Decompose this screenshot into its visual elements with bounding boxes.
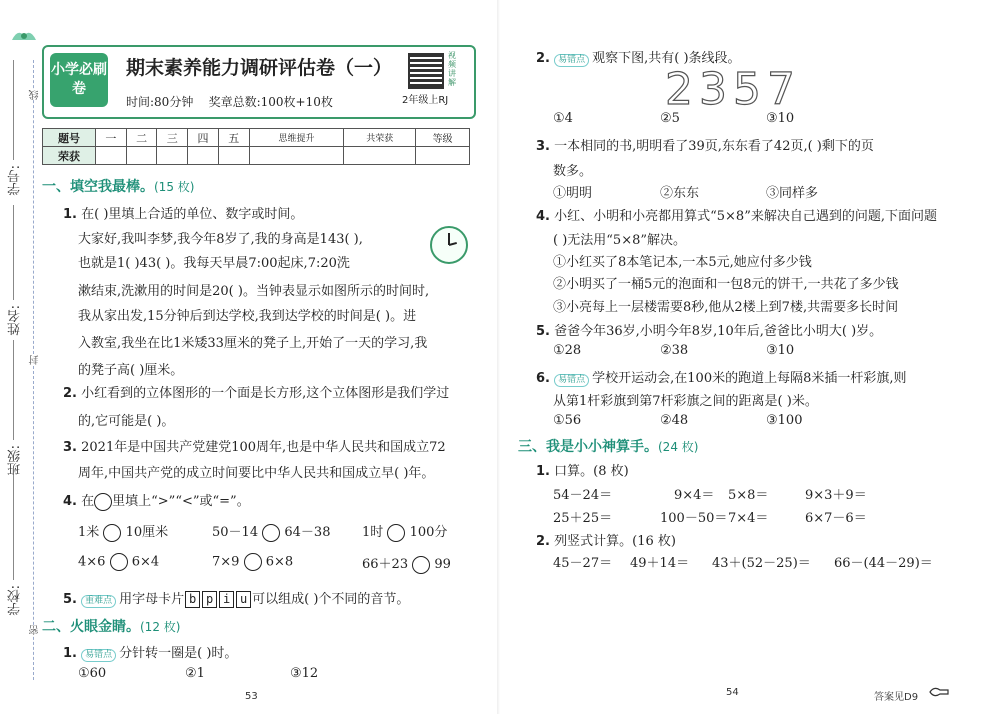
score-cell: 荣获 (43, 147, 96, 165)
question-2-5: 5. 爸爸今年36岁,小明今年8岁,10年后,爸爸比小明大( )岁。 (536, 324, 883, 339)
score-cell: 思维提升 (249, 129, 344, 147)
option[interactable]: ①28 (553, 343, 582, 358)
compare-item[interactable]: 4×6 6×4 (78, 554, 160, 570)
question-1-2: 2. 小红看到的立体图形的一个面是长方形,这个立体图形是我们学过 (63, 386, 450, 401)
q2-4-line: ( )无法用“5×8”解决。 (553, 233, 687, 248)
difficulty-tag: 易错点 (554, 54, 589, 67)
score-input-cell[interactable] (96, 147, 127, 165)
score-table-award-row (43, 147, 470, 165)
mental-math-item[interactable]: 9×4＝ (674, 488, 715, 503)
option[interactable]: ③小亮每上一层楼需要8秒,他从2楼上到7楼,共需要多长时间 (553, 300, 899, 315)
question-2-2: 2. 易错点 观察下图,共有( )条线段。 (536, 51, 741, 66)
page-number: 53 (245, 691, 258, 702)
option[interactable]: ①4 (553, 111, 573, 126)
compare-item[interactable]: 7×9 6×8 (212, 554, 294, 570)
grade-label: 2年级上RJ (402, 91, 448, 106)
binding-margin (0, 0, 42, 714)
name-label: 姓名: (8, 305, 23, 336)
cut-line (33, 60, 34, 680)
question-2-1: 1. 易错点 分针转一圈是( )时。 (63, 646, 238, 661)
qr-code-icon[interactable] (408, 53, 444, 89)
q2-line: 的,它可能是( )。 (78, 414, 175, 429)
answer-reference: 答案见D9 (874, 692, 919, 703)
mental-math-item[interactable]: 9×3＋9＝ (805, 488, 867, 503)
option[interactable]: ③10 (766, 343, 795, 358)
option[interactable]: ①小红买了8本笔记本,一本5元,她应付多少钱 (553, 255, 812, 270)
class-line (13, 340, 15, 440)
school-line (13, 475, 15, 580)
option[interactable]: ③12 (290, 666, 319, 681)
question-1-3: 3. 2021年是中国共产党建党100周年,也是中华人民共和国成立72 (63, 440, 446, 455)
vertical-calc-item[interactable]: 43＋(52－25)＝ (712, 556, 811, 571)
mental-math-item[interactable]: 25＋25＝ (553, 511, 613, 526)
answer-circle[interactable] (412, 556, 430, 574)
section-1-heading: 一、填空我最棒。(15 枚) (42, 179, 195, 195)
score-cell: 等级 (416, 129, 470, 147)
compare-item[interactable]: 66＋23 99 (362, 557, 451, 572)
question-3-1: 1. 口算。(8 枚) (536, 464, 629, 479)
vertical-calc-item[interactable]: 66－(44－29)＝ (834, 556, 933, 571)
compare-item[interactable]: 1时 100分 (362, 525, 448, 540)
score-input-cell[interactable] (126, 147, 157, 165)
q3-line: 周年,中国共产党的成立时间要比中华人民共和国成立早( )年。 (78, 466, 435, 481)
score-input-cell[interactable] (157, 147, 188, 165)
option[interactable]: ①60 (78, 666, 107, 681)
cut-mark-3: 密 (30, 625, 41, 635)
score-cell: 一 (96, 129, 127, 147)
right-page (500, 0, 1000, 714)
section-3-heading: 三、我是小小神算手。(24 枚) (518, 439, 699, 455)
option[interactable]: ①56 (553, 413, 582, 428)
answer-circle[interactable] (103, 524, 121, 542)
mental-math-item[interactable]: 54－24＝ (553, 488, 613, 503)
compare-item[interactable]: 1米 10厘米 (78, 525, 169, 540)
time-limit: 时间:80分钟 (126, 95, 194, 109)
question-2-3: 3. 一本相同的书,明明看了39页,东东看了42页,( )剩下的页 (536, 139, 874, 154)
section-2-heading: 二、火眼金睛。(12 枚) (42, 619, 181, 635)
score-input-cell[interactable] (249, 147, 344, 165)
letter-card: p (202, 591, 217, 608)
mental-math-item[interactable]: 6×7－6＝ (805, 511, 867, 526)
q1-line: 入教室,我坐在比1米矮33厘米的凳子上,开始了一天的学习,我 (78, 336, 428, 351)
difficulty-tag: 重难点 (81, 595, 116, 608)
letter-card: i (219, 591, 234, 608)
option[interactable]: ③100 (766, 413, 803, 428)
name-line (13, 205, 15, 300)
video-explain-label: 视频讲解 (448, 51, 456, 87)
clock-icon (430, 226, 468, 264)
pointer-hand-icon (928, 684, 950, 700)
score-cell: 三 (157, 129, 188, 147)
question-1-5: 5. 重难点 用字母卡片 b p i u 可以组成( )个不同的音节。 (63, 592, 410, 607)
cut-mark-1: 线 (30, 90, 41, 100)
difficulty-tag: 易错点 (81, 649, 116, 662)
score-cell: 五 (218, 129, 249, 147)
class-label: 班级: (8, 445, 23, 476)
question-1-4: 4. 在 里填上“>”“<”或“=”。 (63, 494, 250, 509)
score-input-cell[interactable] (188, 147, 219, 165)
answer-circle[interactable] (262, 524, 280, 542)
letter-card: u (236, 591, 251, 608)
flower-ornament-icon (10, 28, 38, 44)
question-2-4: 4. 小红、小明和小亮都用算式“5×8”来解决自己遇到的问题,下面问题 (536, 209, 937, 224)
answer-circle (94, 493, 112, 511)
score-input-cell[interactable] (344, 147, 416, 165)
option[interactable]: ①明明 (553, 186, 593, 201)
answer-circle[interactable] (387, 524, 405, 542)
option[interactable]: ②48 (660, 413, 689, 428)
school-label: 学校: (8, 585, 23, 616)
total-medals: 奖章总数:100枚+10枚 (208, 95, 333, 109)
student-no-line (13, 60, 15, 160)
option[interactable]: ②东东 (660, 186, 700, 201)
question-3-2: 2. 列竖式计算。(16 枚) (536, 534, 676, 549)
answer-circle[interactable] (244, 553, 262, 571)
option[interactable]: ②小明买了一桶5元的泡面和一包8元的饼干,一共花了多少钱 (553, 277, 899, 292)
exam-title: 期末素养能力调研评估卷（一） (126, 57, 393, 79)
score-cell: 共荣获 (344, 129, 416, 147)
score-cell: 四 (188, 129, 219, 147)
page-number: 54 (726, 687, 739, 698)
vertical-calc-item[interactable]: 49＋14＝ (630, 556, 690, 571)
score-input-cell[interactable] (218, 147, 249, 165)
mental-math-item[interactable]: 5×8＝ (728, 488, 769, 503)
answer-circle[interactable] (110, 553, 128, 571)
option[interactable]: ②5 (660, 111, 680, 126)
hour-hand (449, 242, 457, 246)
q2-3-line: 数多。 (553, 164, 593, 179)
student-no-label: 学号: (8, 165, 23, 196)
option[interactable]: ②38 (660, 343, 689, 358)
q1-line: 漱结束,洗漱用的时间是20( )。当钟表显示如图所示的时间时, (78, 284, 430, 299)
score-cell: 二 (126, 129, 157, 147)
mental-math-item[interactable]: 7×4＝ (728, 511, 769, 526)
q2-6-line: 从第1杆彩旗到第7杆彩旗之间的距离是( )米。 (553, 394, 818, 409)
score-cell: 题号 (43, 129, 96, 147)
difficulty-tag: 易错点 (554, 374, 589, 387)
score-table (42, 128, 470, 165)
q1-line: 也就是1( )43( )。我每天早晨7:00起床,7:20洗 (78, 256, 350, 271)
dotted-digits-figure: 2357 (665, 64, 801, 115)
q1-line: 我从家出发,15分钟后到达学校,我到达学校的时间是( )。进 (78, 309, 417, 324)
q1-line: 的凳子高( )厘米。 (78, 363, 184, 378)
q1-line: 大家好,我叫李梦,我今年8岁了,我的身高是143( ), (78, 232, 363, 247)
score-input-cell[interactable] (416, 147, 470, 165)
exam-header (42, 45, 476, 119)
cut-mark-2: 封 (30, 355, 41, 365)
question-2-6: 6. 易错点 学校开运动会,在100米的跑道上每隔8米插一杆彩旗,则 (536, 371, 907, 386)
question-1-1: 1. 在( )里填上合适的单位、数字或时间。 (63, 207, 304, 222)
mental-math-item[interactable]: 100－50＝ (660, 511, 728, 526)
vertical-calc-item[interactable]: 45－27＝ (553, 556, 613, 571)
score-table-header-row (43, 129, 470, 147)
exam-info (126, 93, 333, 110)
letter-card: b (185, 591, 200, 608)
option[interactable]: ②1 (185, 666, 205, 681)
option[interactable]: ③10 (766, 111, 795, 126)
brand-logo: 小学必刷卷 (50, 53, 108, 107)
compare-item[interactable]: 50－14 64－38 (212, 525, 331, 540)
option[interactable]: ③同样多 (766, 186, 819, 201)
